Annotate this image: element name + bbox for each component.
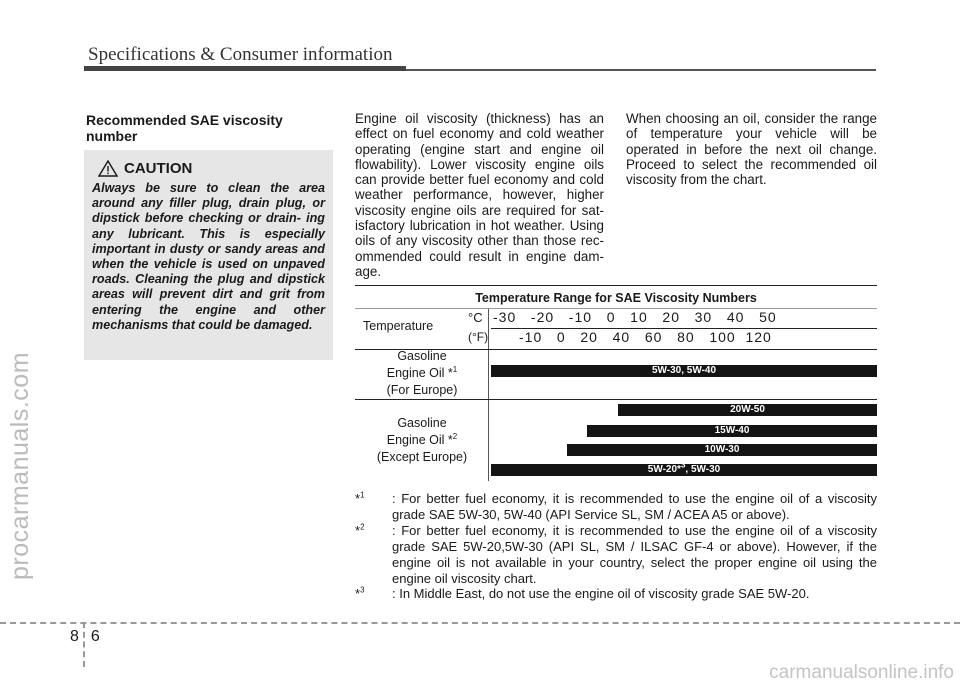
warning-triangle-icon (98, 160, 118, 177)
except-europe-engine-label (355, 415, 489, 466)
except-label-line1: Gasoline (397, 416, 447, 430)
page-header-title: Specifications & Consumer information (88, 44, 393, 65)
footnote-3-text: : In Middle East, do not use the engine oil of viscosity grade SAE 5W-20. (392, 586, 810, 602)
table-divider (355, 399, 877, 400)
temperature-label: Temperature (363, 319, 434, 333)
viscosity-table (355, 285, 877, 481)
footnote-3 (355, 586, 877, 602)
except-label-line3: (Except Europe) (376, 450, 468, 464)
caution-header (98, 160, 325, 177)
choosing-oil-paragraph: When choosing an oil, consider the range of temperature your vehicle will be operated in before the next oil change. Proceed to select the recommended oil viscosity from the chart. (626, 111, 877, 188)
page-number: 86 (70, 628, 112, 645)
footnote-1-text: : For better fuel economy, it is recommended to use the engine oil of a viscosity grade SAE 5W-30, 5W-40 (API Service SL, SM / ACEA A5 or above). (392, 491, 877, 522)
bar-5w30-5w40: 5W-30, 5W-40 (491, 365, 877, 377)
celsius-unit: °C (468, 310, 483, 325)
fahrenheit-unit: (°F) (468, 330, 489, 344)
fahrenheit-scale: -10 0 20 40 60 80 100 120 (519, 329, 772, 345)
footnote-1 (355, 491, 877, 523)
caution-title: CAUTION (124, 160, 193, 177)
footnote-2-mark: *$^2$ (355, 522, 365, 538)
table-title: Temperature Range for SAE Viscosity Numbers (355, 285, 877, 309)
caution-text: Always be sure to clean the area around any filler plug, drain plug, or dipstick before checking or drain- ing any lubricant. This is especially important in dusty or sandy areas and when the vehicle is used on unpaved roads. Cleaning the plug and dipstick areas will prevent dirt and grit from entering the engine and other mechanisms that could be damaged. (92, 181, 325, 332)
europe-label-line3: (For Europe) (386, 383, 458, 397)
bar-20w50: 20W-50 (618, 404, 877, 416)
header-rule-thin (406, 69, 876, 71)
section-heading: Recommended SAE viscosity number (86, 112, 283, 144)
footnotes (355, 491, 877, 602)
footnote-2-text: : For better fuel economy, it is recommended to use the engine oil of a viscosity grade SAE 5W-20,5W-30 (API SL, SM / ILSAC GF-4 or above). However, if the engine oil is not available in your country, select the proper engine oil using the engine oil viscosity chart. (392, 522, 877, 586)
footnote-3-mark: *$^3$ (355, 586, 365, 602)
side-watermark: procarmanuals.com (6, 351, 34, 580)
footnote-2 (355, 523, 877, 587)
footnote-1-mark: *$^1$ (355, 490, 365, 506)
europe-label-line1: Gasoline (397, 349, 447, 363)
europe-engine-label (355, 348, 489, 399)
caution-box (84, 150, 333, 360)
celsius-scale: -30 -20 -10 0 10 20 30 40 50 (491, 309, 877, 329)
header-rule-thick (84, 66, 406, 71)
bar-15w40: 15W-40 (587, 425, 877, 437)
footer-rule (0, 622, 960, 624)
bar-10w30: 10W-30 (567, 444, 877, 456)
europe-label-line2: Engine Oil *$^1$ (386, 364, 458, 380)
bar-5w20-5w30: 5W-20*$^3$, 5W-30 (491, 464, 877, 476)
except-label-line2: Engine Oil *$^2$ (386, 431, 458, 447)
footer-watermark: carmanualsonline.info (769, 662, 954, 683)
viscosity-paragraph: Engine oil viscosity (thickness) has an effect on fuel economy and cold weather operating (engine start and engine oil flowability). Lower viscosity engine oils can provide better fuel economy and cold weather performance, however, higher viscosity engine oils are required for sat- isfactory lubrication in hot weather. Using oils of any viscosity other than those rec- ommended could result in engine dam- age. (355, 111, 604, 279)
